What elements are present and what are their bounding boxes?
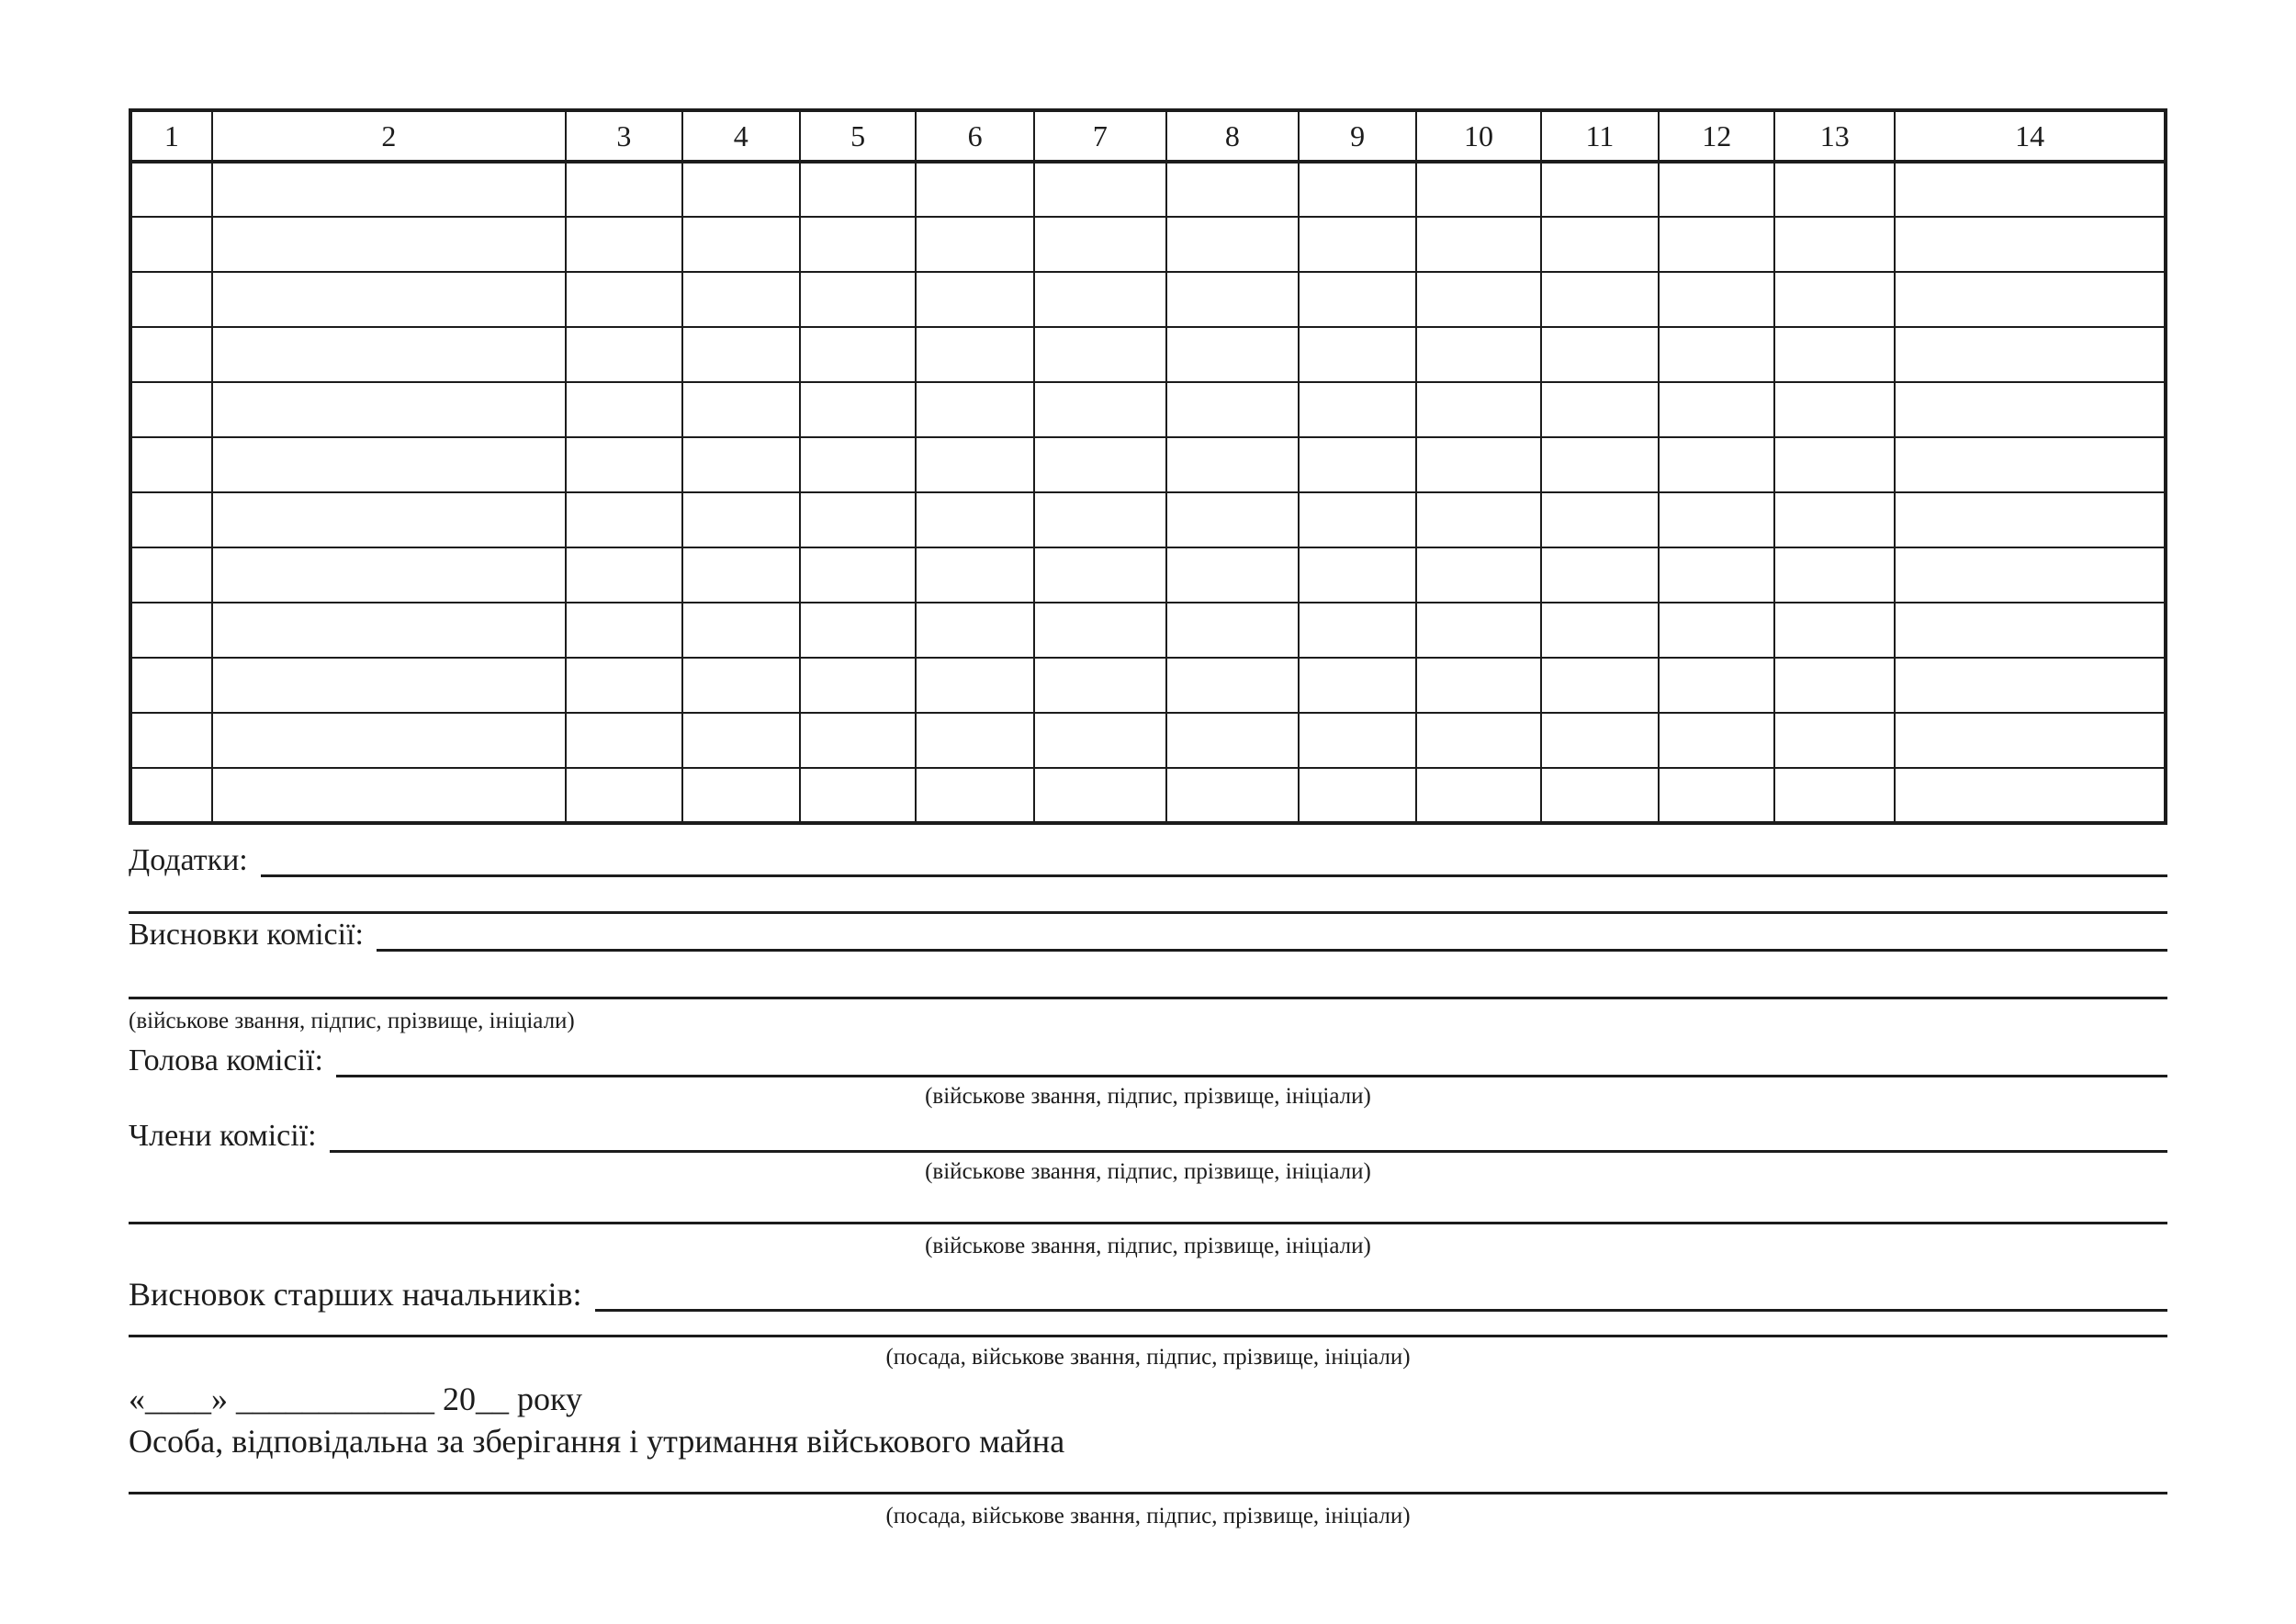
table-cell [800, 162, 916, 217]
table-cell [1416, 437, 1540, 492]
table-cell [1541, 437, 1660, 492]
table-cell [212, 272, 567, 327]
table-cell [1416, 603, 1540, 658]
table-cell [1299, 327, 1417, 382]
table-cell [800, 382, 916, 437]
table-row [130, 658, 2166, 713]
table-cell [682, 547, 801, 603]
table-cell [1166, 658, 1299, 713]
table-cell [800, 603, 916, 658]
table-cell [682, 327, 801, 382]
table-cell [1166, 162, 1299, 217]
table-row [130, 713, 2166, 768]
table-cell [1541, 713, 1660, 768]
table-cell [212, 492, 567, 547]
table-cell [1299, 272, 1417, 327]
table-cell [1659, 437, 1774, 492]
table-cell [1166, 713, 1299, 768]
table-cell [1299, 547, 1417, 603]
table-cell [682, 603, 801, 658]
table-cell [1895, 658, 2166, 713]
table-cell [916, 217, 1034, 272]
table-cell [1895, 437, 2166, 492]
table-cell [1416, 658, 1540, 713]
commission-conclusions-fill-line [377, 949, 2167, 952]
table-cell [1299, 162, 1417, 217]
table-cell [1034, 603, 1166, 658]
column-header-9: 9 [1299, 110, 1417, 162]
table-cell [1034, 327, 1166, 382]
responsible-person-label: Особа, відповідальна за зберігання і утримання військового майна [129, 1423, 1065, 1460]
table-cell [800, 547, 916, 603]
column-header-5: 5 [800, 110, 916, 162]
table-cell [682, 217, 801, 272]
table-cell [916, 603, 1034, 658]
commission-conclusions-fill-line-2 [129, 997, 2167, 999]
table-cell [130, 272, 212, 327]
position-rank-signature-caption-1: (посада, військове звання, підпис, прізвище, ініціали) [885, 1345, 1411, 1370]
column-header-13: 13 [1774, 110, 1895, 162]
table-cell [800, 327, 916, 382]
table-cell [1774, 327, 1895, 382]
table-cell [1659, 162, 1774, 217]
table-cell [566, 217, 681, 272]
commission-head-fill-line [336, 1075, 2167, 1077]
commission-members-label: Члени комісії: [129, 1119, 317, 1153]
table-cell [1659, 547, 1774, 603]
table-cell [1416, 492, 1540, 547]
table-cell [1034, 768, 1166, 823]
commission-head-label: Голова комісії: [129, 1043, 323, 1077]
table-cell [1541, 768, 1660, 823]
table-cell [1034, 382, 1166, 437]
column-header-3: 3 [566, 110, 681, 162]
table-body [130, 162, 2166, 823]
table-cell [682, 492, 801, 547]
table-cell [1541, 162, 1660, 217]
table-cell [1299, 492, 1417, 547]
table-cell [1034, 162, 1166, 217]
table-cell [1166, 768, 1299, 823]
table-cell [682, 272, 801, 327]
table-cell [1416, 327, 1540, 382]
table-cell [212, 162, 567, 217]
table-cell [682, 437, 801, 492]
table-cell [1774, 547, 1895, 603]
table-row [130, 492, 2166, 547]
table-cell [800, 437, 916, 492]
table-cell [916, 768, 1034, 823]
table-cell [1166, 547, 1299, 603]
table-cell [1774, 437, 1895, 492]
table-row [130, 768, 2166, 823]
column-header-1: 1 [130, 110, 212, 162]
table-cell [1659, 492, 1774, 547]
commission-members-fill-line [330, 1150, 2167, 1153]
column-header-10: 10 [1416, 110, 1540, 162]
table-cell [212, 437, 567, 492]
column-header-7: 7 [1034, 110, 1166, 162]
table-cell [682, 768, 801, 823]
table-cell [1774, 217, 1895, 272]
table-cell [800, 272, 916, 327]
table-cell [1541, 658, 1660, 713]
table-cell [916, 327, 1034, 382]
table-cell [1416, 382, 1540, 437]
table-header-row [130, 110, 2166, 162]
table-cell [1659, 217, 1774, 272]
table-cell [916, 492, 1034, 547]
table-cell [566, 603, 681, 658]
table-cell [1416, 217, 1540, 272]
table-cell [566, 327, 681, 382]
position-rank-signature-caption-2: (посада, військове звання, підпис, прізвище, ініціали) [885, 1504, 1411, 1528]
table-row [130, 382, 2166, 437]
table-cell [1299, 437, 1417, 492]
table-cell [212, 603, 567, 658]
table-cell [1416, 768, 1540, 823]
table-cell [1895, 162, 2166, 217]
column-header-11: 11 [1541, 110, 1660, 162]
commission-head-row [129, 1040, 2167, 1082]
table-cell [800, 492, 916, 547]
table-cell [1034, 272, 1166, 327]
table-cell [1299, 713, 1417, 768]
table-cell [1541, 603, 1660, 658]
commission-conclusions-label: Висновки комісії: [129, 918, 364, 952]
column-header-6: 6 [916, 110, 1034, 162]
table-cell [130, 713, 212, 768]
column-header-4: 4 [682, 110, 801, 162]
table-cell [1659, 272, 1774, 327]
commission-members-row [129, 1115, 2167, 1157]
table-cell [1774, 658, 1895, 713]
table-cell [1166, 382, 1299, 437]
rank-signature-caption-head: (військове звання, підпис, прізвище, ініціали) [925, 1084, 1371, 1109]
table-cell [1774, 272, 1895, 327]
table-cell [1774, 492, 1895, 547]
table-row [130, 162, 2166, 217]
table-cell [1166, 272, 1299, 327]
table-cell [1034, 217, 1166, 272]
table-cell [1895, 603, 2166, 658]
table-cell [566, 437, 681, 492]
commission-conclusions-row [129, 914, 2167, 956]
table-cell [130, 162, 212, 217]
column-header-12: 12 [1659, 110, 1774, 162]
table-cell [130, 492, 212, 547]
table-cell [566, 547, 681, 603]
table-cell [1166, 327, 1299, 382]
senior-chiefs-conclusion-fill-line [595, 1309, 2168, 1312]
table-cell [1659, 327, 1774, 382]
table-cell [1659, 603, 1774, 658]
rank-signature-caption-left: (військове звання, підпис, прізвище, ініціали) [129, 1009, 575, 1033]
senior-chiefs-conclusion-row [129, 1272, 2167, 1316]
table-cell [130, 658, 212, 713]
table-row [130, 603, 2166, 658]
table-cell [1541, 382, 1660, 437]
table-cell [1166, 492, 1299, 547]
table-cell [1299, 658, 1417, 713]
table-cell [566, 713, 681, 768]
attachments-fill-line [261, 874, 2167, 877]
table-cell [212, 768, 567, 823]
commission-members-fill-line-2 [129, 1222, 2167, 1224]
table-cell [1299, 768, 1417, 823]
table-row [130, 217, 2166, 272]
table-cell [1034, 547, 1166, 603]
table-cell [212, 658, 567, 713]
table-cell [212, 217, 567, 272]
table-cell [566, 382, 681, 437]
table-cell [1774, 162, 1895, 217]
table-row [130, 437, 2166, 492]
table-cell [1895, 217, 2166, 272]
table-cell [566, 658, 681, 713]
table-row [130, 272, 2166, 327]
table-cell [566, 768, 681, 823]
table-cell [212, 713, 567, 768]
inventory-table [129, 108, 2167, 825]
table-cell [1034, 492, 1166, 547]
rank-signature-caption-member-1: (військове звання, підпис, прізвище, ініціали) [925, 1159, 1371, 1184]
table-cell [1774, 768, 1895, 823]
date-line: «____» ____________ 20__ року [129, 1381, 582, 1417]
table-cell [682, 162, 801, 217]
table-cell [1541, 547, 1660, 603]
table-cell [916, 272, 1034, 327]
table-cell [130, 603, 212, 658]
table-cell [1895, 382, 2166, 437]
table-cell [212, 547, 567, 603]
table-cell [1774, 603, 1895, 658]
table-cell [916, 382, 1034, 437]
column-header-2: 2 [212, 110, 567, 162]
table-cell [1299, 603, 1417, 658]
table-cell [1166, 437, 1299, 492]
table-cell [1895, 768, 2166, 823]
table-cell [1541, 217, 1660, 272]
table-cell [1895, 547, 2166, 603]
table-cell [1416, 272, 1540, 327]
table-cell [130, 768, 212, 823]
table-cell [800, 658, 916, 713]
table-cell [1541, 272, 1660, 327]
attachments-row [129, 840, 2167, 882]
table-cell [130, 382, 212, 437]
table-cell [800, 713, 916, 768]
attachments-label: Додатки: [129, 843, 248, 877]
table-cell [1659, 382, 1774, 437]
table-row [130, 547, 2166, 603]
table-cell [1034, 713, 1166, 768]
table-cell [682, 382, 801, 437]
table-cell [1166, 603, 1299, 658]
table-cell [916, 162, 1034, 217]
table-cell [1659, 658, 1774, 713]
table-cell [1034, 658, 1166, 713]
table-cell [1659, 768, 1774, 823]
table-cell [1541, 492, 1660, 547]
table-cell [1541, 327, 1660, 382]
table-cell [916, 547, 1034, 603]
table-cell [566, 272, 681, 327]
table-cell [1895, 492, 2166, 547]
table-cell [916, 658, 1034, 713]
table-cell [1416, 547, 1540, 603]
table-cell [212, 382, 567, 437]
table-cell [682, 658, 801, 713]
table-cell [1895, 327, 2166, 382]
table-cell [1299, 217, 1417, 272]
table-cell [1774, 713, 1895, 768]
table-cell [916, 437, 1034, 492]
table-cell [1774, 382, 1895, 437]
table-cell [130, 547, 212, 603]
senior-chiefs-conclusion-label: Висновок старших начальників: [129, 1276, 582, 1313]
table-cell [212, 327, 567, 382]
table-cell [566, 162, 681, 217]
table-cell [800, 217, 916, 272]
table-cell [1416, 713, 1540, 768]
table-cell [130, 437, 212, 492]
table-cell [566, 492, 681, 547]
table-cell [682, 713, 801, 768]
table-cell [800, 768, 916, 823]
table-cell [1895, 713, 2166, 768]
table-cell [916, 713, 1034, 768]
table-cell [1299, 382, 1417, 437]
table-row [130, 327, 2166, 382]
senior-chiefs-conclusion-fill-line-2 [129, 1335, 2167, 1337]
responsible-person-fill-line [129, 1492, 2167, 1494]
table-cell [1166, 217, 1299, 272]
column-header-14: 14 [1895, 110, 2166, 162]
column-header-8: 8 [1166, 110, 1299, 162]
table-cell [1034, 437, 1166, 492]
table-cell [1895, 272, 2166, 327]
rank-signature-caption-member-2: (військове звання, підпис, прізвище, ініціали) [925, 1234, 1371, 1258]
table-cell [1659, 713, 1774, 768]
table-cell [1416, 162, 1540, 217]
table-cell [130, 327, 212, 382]
table-cell [130, 217, 212, 272]
